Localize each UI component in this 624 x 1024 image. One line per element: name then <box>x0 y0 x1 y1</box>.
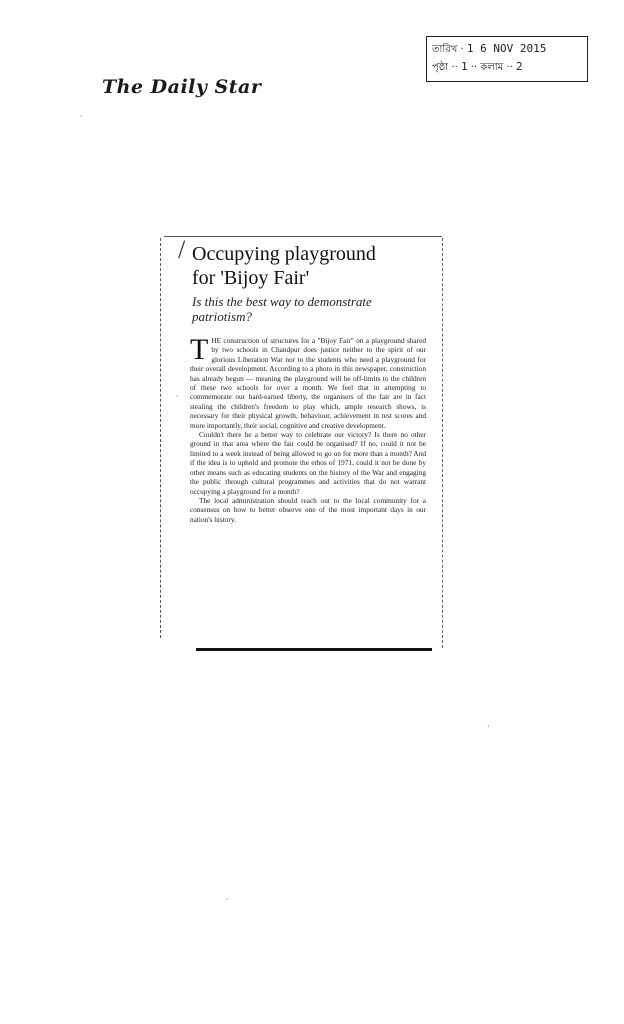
scan-speck: · <box>176 392 179 401</box>
article-paragraph <box>190 333 426 430</box>
clip-edge-right <box>442 238 443 648</box>
article-standfirst: Is this the best way to demonstrate patriotism? <box>192 294 372 324</box>
scan-speck: · <box>80 112 83 121</box>
stamp-date-label: তারিখ <box>432 44 458 55</box>
bottom-rule <box>196 648 432 651</box>
stamp-column-value: 2 <box>515 60 523 73</box>
scissor-mark: / <box>178 235 186 264</box>
stamp-page-value: 1 <box>460 60 468 73</box>
clip-edge-top <box>164 236 442 237</box>
clip-edge-left <box>160 238 161 638</box>
scan-speck: · <box>226 895 229 904</box>
article-body <box>190 333 426 524</box>
article-paragraph: Couldn't there be a better way to celebrate our victory? Is there no other ground in that area where the fair could be organised? If no, could it not be limited to a week instead of being allowed to go on for more than a month? And if the idea is to uphold and promote the ethos of 1971, could it not be done by other means such as educating students on the history of the War and engaging the public through cultural programmes and activities that do not warrant occupying a playground for a month? <box>190 430 426 496</box>
newspaper-masthead: The Daily Star <box>102 76 262 98</box>
stamp-page-row: পৃষ্ঠা ·· 1 ·· কলাম ·· 2 <box>432 60 523 73</box>
headline-line-1: Occupying playground <box>192 243 376 265</box>
stamp-column-label: কলাম <box>480 62 504 73</box>
newspaper-clipping <box>160 228 446 656</box>
stamp-date-row: তারিখ · 1 6 NOV 2015 <box>432 42 547 55</box>
headline-line-2: for 'Bijoy Fair' <box>192 267 310 289</box>
article-headline <box>178 235 442 290</box>
article-paragraph: The local administration should reach out to the local community for a consensus on how to better observe one of the most important days in our nation's history. <box>190 495 426 524</box>
stamp-date-value: 1 6 NOV 2015 <box>466 42 547 55</box>
paragraph-1-text: HE construction of structures for a "Bijoy Fair" on a playground shared by two schools in Chandpur does justice neither to the spirit of our glorious Liberation War nor to the students who need a playground for their overall development. According to a photo in this newspaper, construction has already begun — meaning the playground will be off-limits to the children of these two schools for over a month. We feel that in attempting to commemorate our hard-earned liberty, the organisers of the fair are in fact stealing the children's freedom to play which, ample research shows, is necessary for their physical growth, behaviour, achievement in test scores and more importantly, their social, cognitive and creative development. <box>190 336 426 430</box>
archive-stamp <box>426 36 588 82</box>
scan-speck: · <box>487 722 490 731</box>
drop-cap: T <box>190 333 209 366</box>
stamp-page-label: পৃষ্ঠা <box>432 62 449 73</box>
